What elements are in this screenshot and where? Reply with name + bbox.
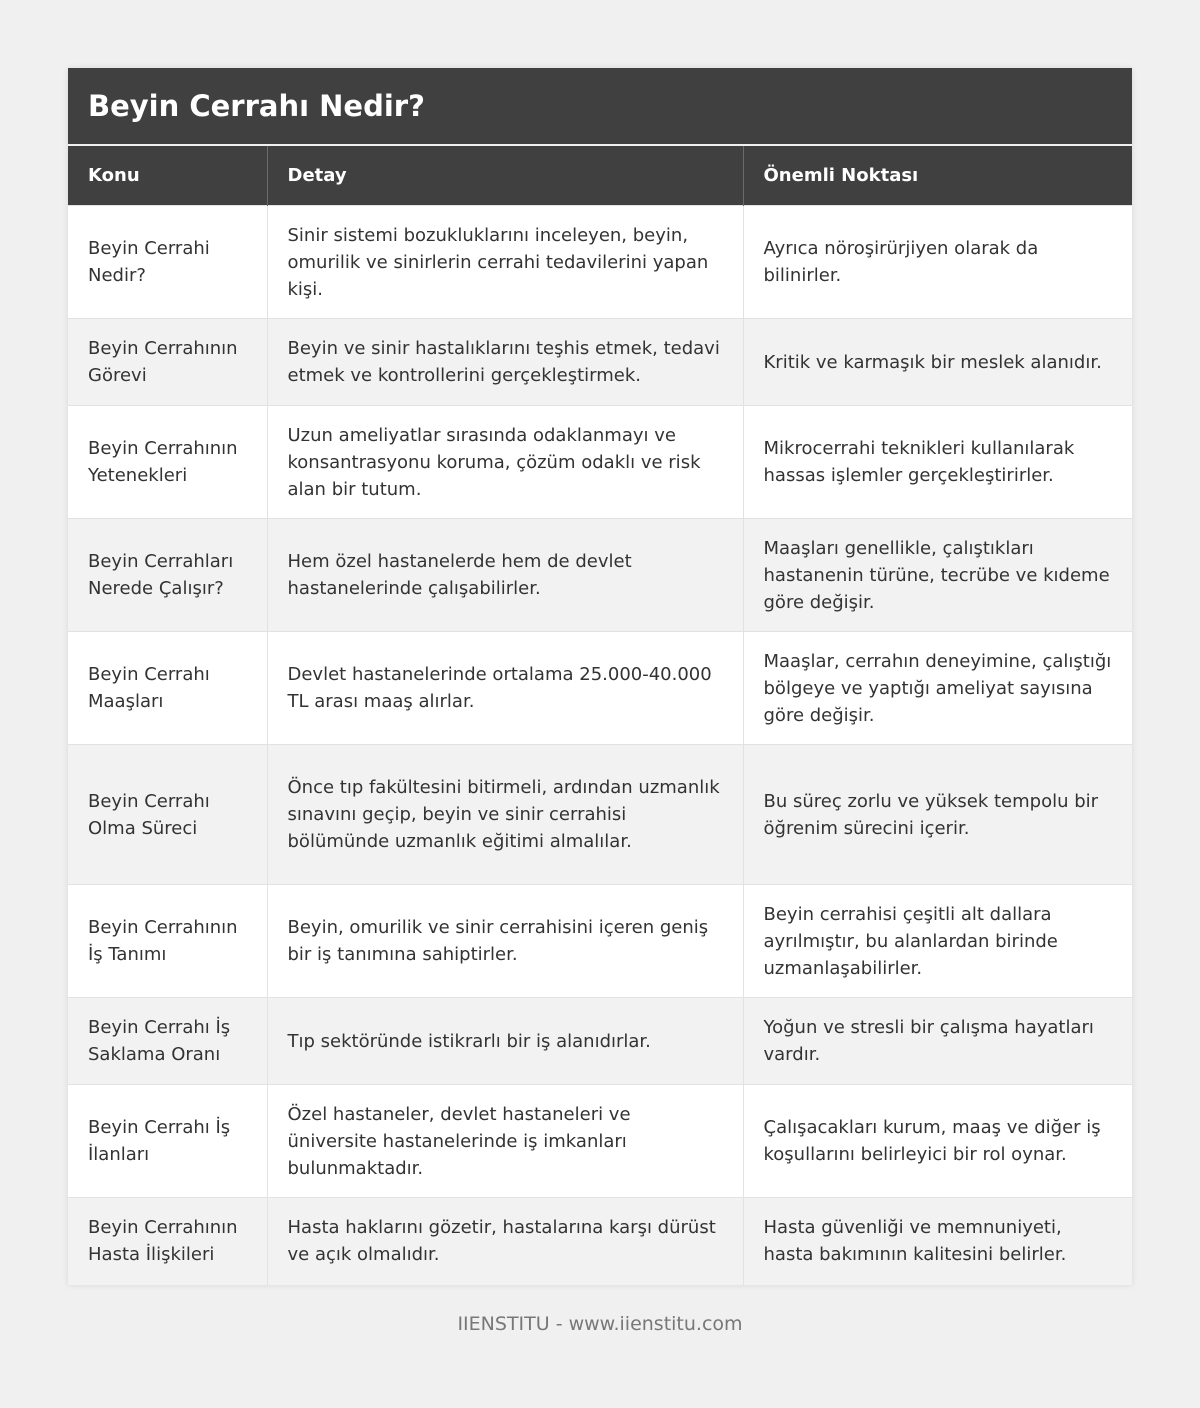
table-row <box>68 632 1132 745</box>
cell-note: Hasta güvenliği ve memnuniyeti, hasta bakımının kalitesini belirler. <box>743 1198 1132 1285</box>
table-row <box>68 206 1132 319</box>
table-row <box>68 319 1132 406</box>
cell-note: Maaşları genellikle, çalıştıkları hastanenin türüne, tecrübe ve kıdeme göre değişir. <box>743 519 1132 632</box>
table-row <box>68 998 1132 1085</box>
info-table-card <box>68 68 1132 1285</box>
cell-detail: Özel hastaneler, devlet hastaneleri ve üniversite hastanelerinde iş imkanları bulunmaktadır. <box>267 1085 743 1198</box>
cell-note: Beyin cerrahisi çeşitli alt dallara ayrılmıştır, bu alanlardan birinde uzmanlaşabilirler. <box>743 885 1132 998</box>
table-row <box>68 1198 1132 1285</box>
cell-note: Bu süreç zorlu ve yüksek tempolu bir öğrenim sürecini içerir. <box>743 745 1132 885</box>
footer-credit: IIENSTITU - www.iienstitu.com <box>457 1313 743 1335</box>
cell-detail: Sinir sistemi bozukluklarını inceleyen, beyin, omurilik ve sinirlerin cerrahi tedavilerini yapan kişi. <box>267 206 743 319</box>
cell-detail: Tıp sektöründe istikrarlı bir iş alanıdırlar. <box>267 998 743 1085</box>
table-row <box>68 406 1132 519</box>
cell-topic: Beyin Cerrahi Nedir? <box>68 206 267 319</box>
cell-detail: Hem özel hastanelerde hem de devlet hastanelerinde çalışabilirler. <box>267 519 743 632</box>
cell-detail: Uzun ameliyatlar sırasında odaklanmayı ve konsantrasyonu koruma, çözüm odaklı ve risk alan bir tutum. <box>267 406 743 519</box>
cell-topic: Beyin Cerrahları Nerede Çalışır? <box>68 519 267 632</box>
cell-topic: Beyin Cerrahının Hasta İlişkileri <box>68 1198 267 1285</box>
cell-topic: Beyin Cerrahı Maaşları <box>68 632 267 745</box>
cell-topic: Beyin Cerrahının İş Tanımı <box>68 885 267 998</box>
table-title-bar <box>68 68 1132 146</box>
cell-note: Çalışacakları kurum, maaş ve diğer iş koşullarını belirleyici bir rol oynar. <box>743 1085 1132 1198</box>
table-body <box>68 206 1132 1285</box>
table-row <box>68 519 1132 632</box>
table-header <box>68 146 1132 206</box>
header-note: Önemli Noktası <box>743 146 1132 206</box>
cell-topic: Beyin Cerrahının Yetenekleri <box>68 406 267 519</box>
cell-note: Kritik ve karmaşık bir meslek alanıdır. <box>743 319 1132 406</box>
cell-detail: Devlet hastanelerinde ortalama 25.000-40.000 TL arası maaş alırlar. <box>267 632 743 745</box>
table-title: Beyin Cerrahı Nedir? <box>88 89 425 123</box>
table-row <box>68 1085 1132 1198</box>
cell-topic: Beyin Cerrahı İş Saklama Oranı <box>68 998 267 1085</box>
table-row <box>68 745 1132 885</box>
cell-note: Ayrıca nöroşirürjiyen olarak da bilinirler. <box>743 206 1132 319</box>
cell-detail: Beyin, omurilik ve sinir cerrahisini içeren geniş bir iş tanımına sahiptirler. <box>267 885 743 998</box>
info-table <box>68 146 1132 1285</box>
cell-note: Maaşlar, cerrahın deneyimine, çalıştığı bölgeye ve yaptığı ameliyat sayısına göre değişir. <box>743 632 1132 745</box>
header-row <box>68 146 1132 206</box>
header-detail: Detay <box>267 146 743 206</box>
cell-topic: Beyin Cerrahı İş İlanları <box>68 1085 267 1198</box>
cell-detail: Hasta haklarını gözetir, hastalarına karşı dürüst ve açık olmalıdır. <box>267 1198 743 1285</box>
table-row <box>68 885 1132 998</box>
cell-detail: Beyin ve sinir hastalıklarını teşhis etmek, tedavi etmek ve kontrollerini gerçekleştirmek. <box>267 319 743 406</box>
cell-note: Yoğun ve stresli bir çalışma hayatları vardır. <box>743 998 1132 1085</box>
cell-note: Mikrocerrahi teknikleri kullanılarak hassas işlemler gerçekleştirirler. <box>743 406 1132 519</box>
cell-topic: Beyin Cerrahının Görevi <box>68 319 267 406</box>
cell-topic: Beyin Cerrahı Olma Süreci <box>68 745 267 885</box>
cell-detail: Önce tıp fakültesini bitirmeli, ardından uzmanlık sınavını geçip, beyin ve sinir cerrahisi bölümünde uzmanlık eğitimi almalılar. <box>267 745 743 885</box>
header-topic: Konu <box>68 146 267 206</box>
